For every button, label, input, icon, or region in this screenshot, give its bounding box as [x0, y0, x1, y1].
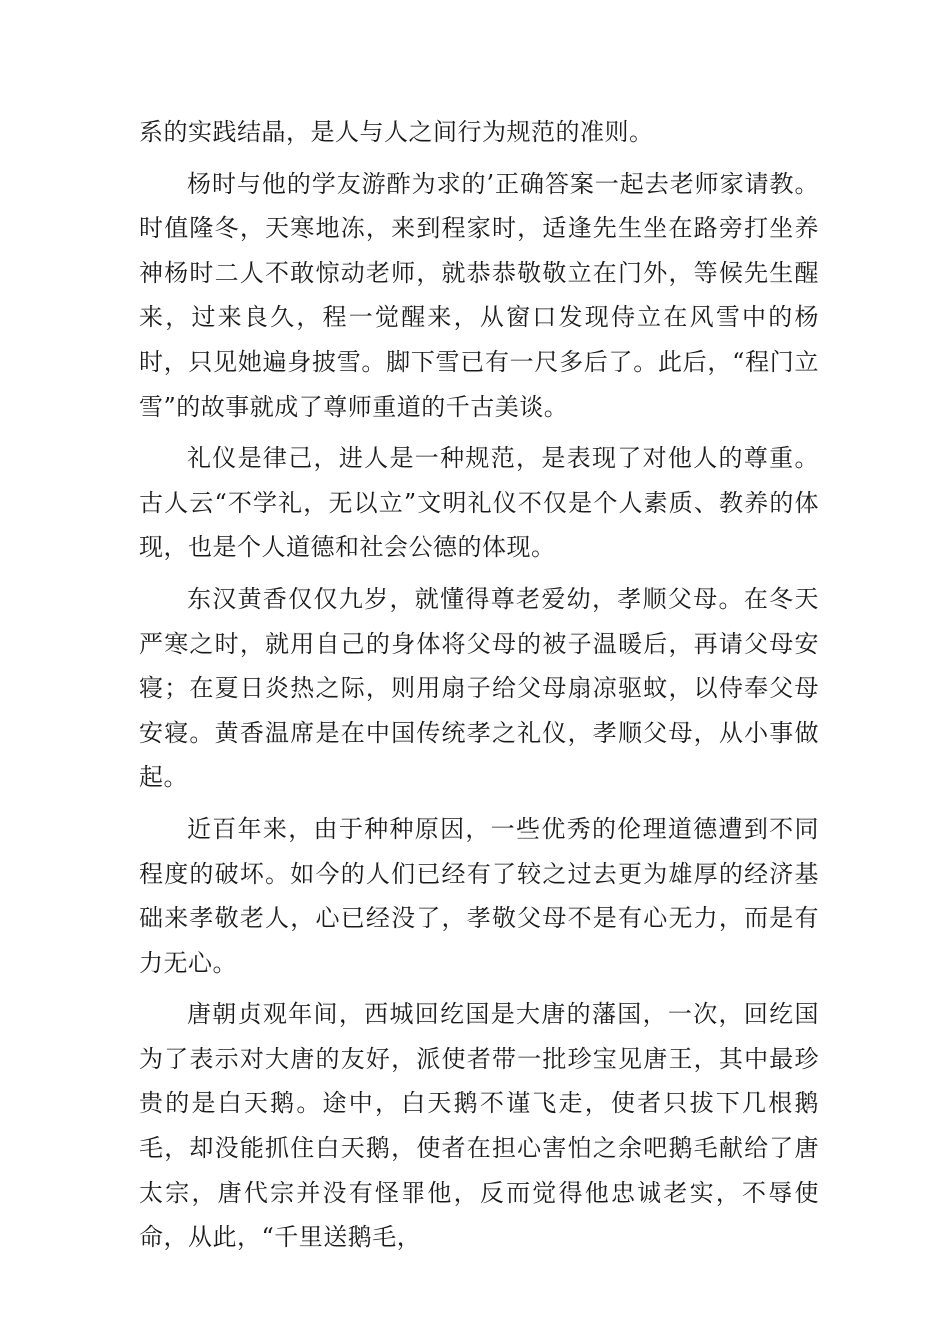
paragraph-etiquette: 礼仪是律己，进人是一种规范，是表现了对他人的尊重。古人云“不学礼，无以立”文明礼仪不仅是个人素质、教养的体现，也是个人道德和社会公德的体现。 — [139, 444, 819, 562]
paragraph-modern-times: 近百年来，由于种种原因，一些优秀的伦理道德遭到不同程度的破坏。如今的人们已经有了较之过去更为雄厚的经济基础来孝敬老人，心已经没了，孝敬父母不是有心无力，而是有力无心。 — [139, 814, 819, 977]
paragraph-yang-shi: 杨时与他的学友游酢为求的’正确答案一起去老师家请教。时值隆冬，天寒地冻，来到程家时，适逢先生坐在路旁打坐养神杨时二人不敢惊动老师，就恭恭敬敬立在门外，等候先生醒来，过来良久，程一觉醒来，从窗口发现侍立在风雪中的杨时，只见她遍身披雪。脚下雪已有一尺多后了。此后，“程门立雪”的故事就成了尊师重道的千古美谈。 — [139, 169, 819, 421]
paragraph-swan-feather: 唐朝贞观年间，西城回纥国是大唐的藩国，一次，回纥国为了表示对大唐的友好，派使者带一批珍宝见唐王，其中最珍贵的是白天鹅。途中，白天鹅不谨飞走，使者只拔下几根鹅毛，却没能抓住白天鹅，使者在担心害怕之余吧鹅毛献给了唐太宗，唐代宗并没有怪罪他，反而觉得他忠诚老实，不辱使命，从此，“千里送鹅毛， — [139, 1000, 819, 1252]
paragraph-huang-xiang: 东汉黄香仅仅九岁，就懂得尊老爱幼，孝顺父母。在冬天严寒之时，就用自己的身体将父母的被子温暖后，再请父母安寝；在夏日炎热之际，则用扇子给父母扇凉驱蚊，以侍奉父母安寝。黄香温席是在中国传统孝之礼仪，孝顺父母，从小事做起。 — [139, 584, 819, 792]
body-text — [139, 110, 819, 1267]
paragraph-continuation: 系的实践结晶，是人与人之间行为规范的准则。 — [139, 118, 654, 146]
